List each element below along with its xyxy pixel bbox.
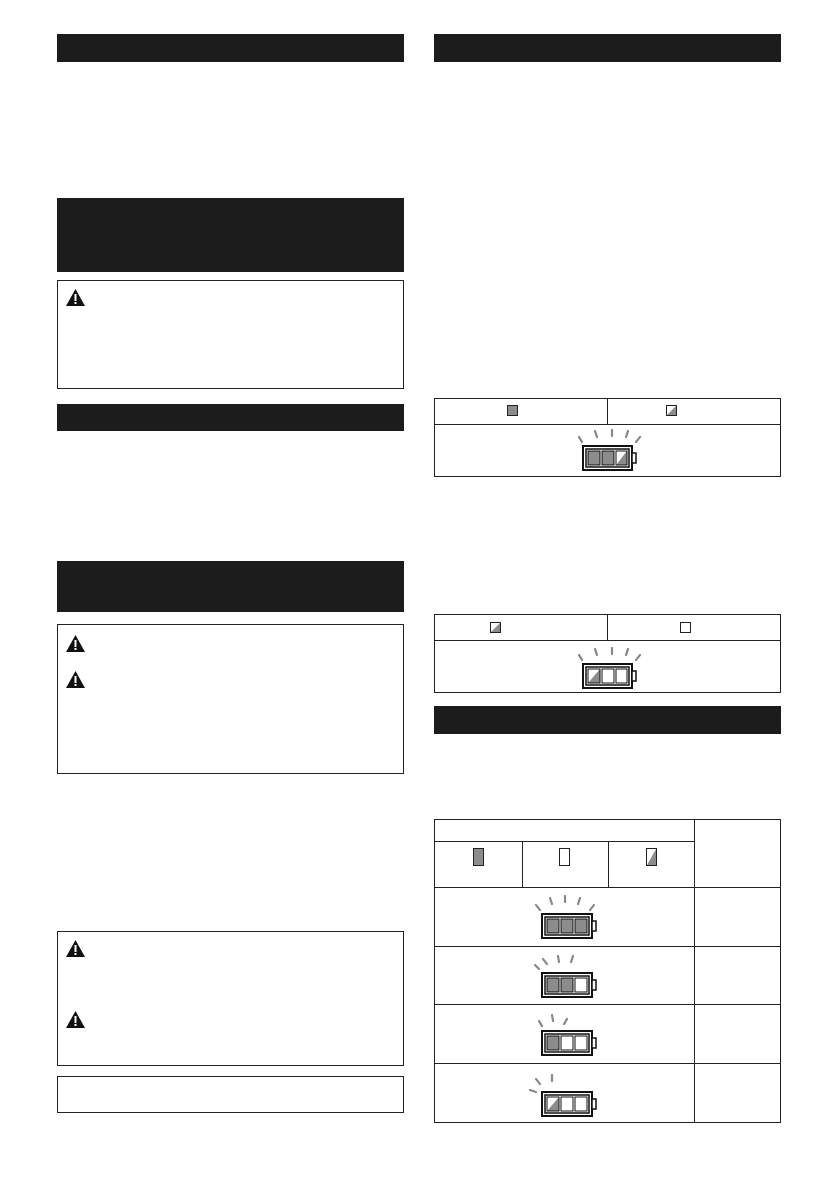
section-header-bar (434, 34, 781, 62)
remaining-capacity-table (434, 819, 781, 1123)
section-header-bar (434, 706, 781, 734)
battery-indicator-icon (528, 1070, 604, 1118)
section-header-bar (57, 404, 404, 431)
battery-indicator-icon (532, 953, 604, 999)
warning-icon (66, 289, 85, 306)
lamp-off-icon (680, 622, 691, 633)
section-header-bar (57, 198, 404, 272)
lamp-blinking-icon (646, 848, 657, 866)
warning-box (57, 280, 404, 389)
battery-indicator-icon (576, 647, 642, 691)
lamp-blinking-icon (490, 622, 501, 633)
lamp-off-icon (559, 848, 570, 866)
lamp-on-icon (507, 405, 518, 416)
battery-indicator-icon (532, 1011, 604, 1057)
lamp-blinking-icon (666, 405, 677, 416)
warning-icon (66, 940, 85, 957)
warning-icon (66, 671, 85, 688)
battery-indicator-icon (532, 894, 604, 940)
lamp-on-icon (473, 848, 484, 866)
warning-icon (66, 1011, 85, 1028)
warning-box (57, 624, 404, 774)
section-header-bar (57, 561, 404, 612)
indicator-legend-table (434, 614, 781, 693)
note-box (57, 1076, 404, 1113)
indicator-legend-table (434, 398, 781, 477)
warning-icon (66, 635, 85, 652)
battery-indicator-icon (576, 429, 642, 473)
warning-box (57, 931, 404, 1066)
section-header-bar (57, 34, 404, 62)
